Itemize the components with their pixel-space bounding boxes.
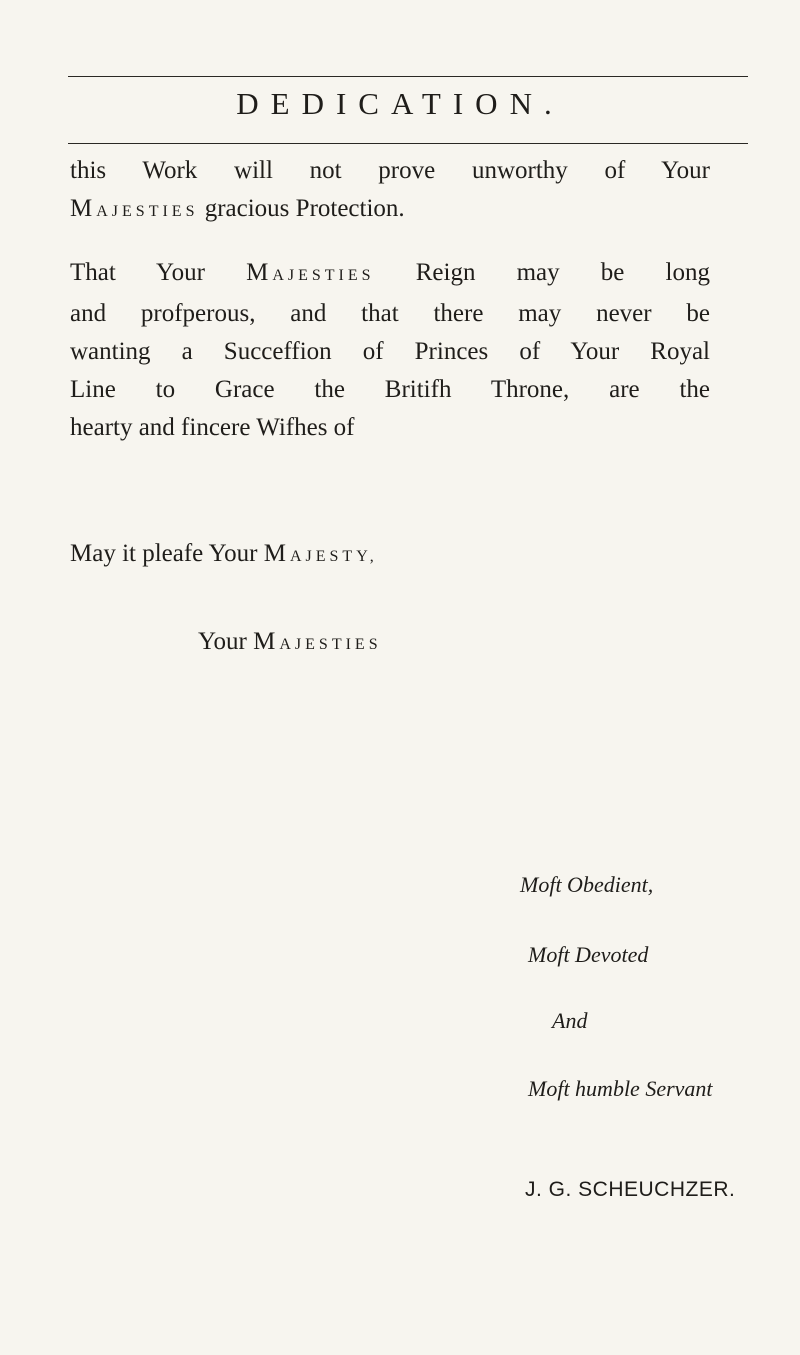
text-line: this Work will not prove unworthy of Your (70, 157, 710, 184)
yours-line: Your MAJESTIES (198, 628, 382, 655)
text-line: Line to Grace the Britifh Throne, are the (70, 376, 710, 403)
text-line: MAJESTIES gracious Protection. (70, 195, 405, 222)
paragraph-protection (70, 152, 710, 231)
paragraph-wishes (70, 254, 710, 447)
text-line: and profperous, and that there may never be (70, 300, 710, 327)
closing-line-and: And (552, 1008, 588, 1033)
closing-line-servant: Moft humble Servant (528, 1076, 713, 1101)
header-rule-bottom (68, 143, 748, 144)
closing-line-obedient: Moft Obedient, (520, 872, 654, 897)
salutation: May it pleafe Your MAJESTY, (70, 540, 378, 567)
text-line: hearty and fincere Wifhes of (70, 414, 355, 441)
closing-line-devoted: Moft Devoted (528, 942, 649, 967)
signature: J. G. SCHEUCHZER. (525, 1178, 736, 1201)
header-rule-top (68, 76, 748, 77)
text-line: wanting a Succeffion of Princes of Your Royal (70, 338, 710, 365)
page-title: DEDICATION. (236, 86, 564, 121)
text-line: That Your MAJESTIES Reign may be long (70, 259, 710, 286)
